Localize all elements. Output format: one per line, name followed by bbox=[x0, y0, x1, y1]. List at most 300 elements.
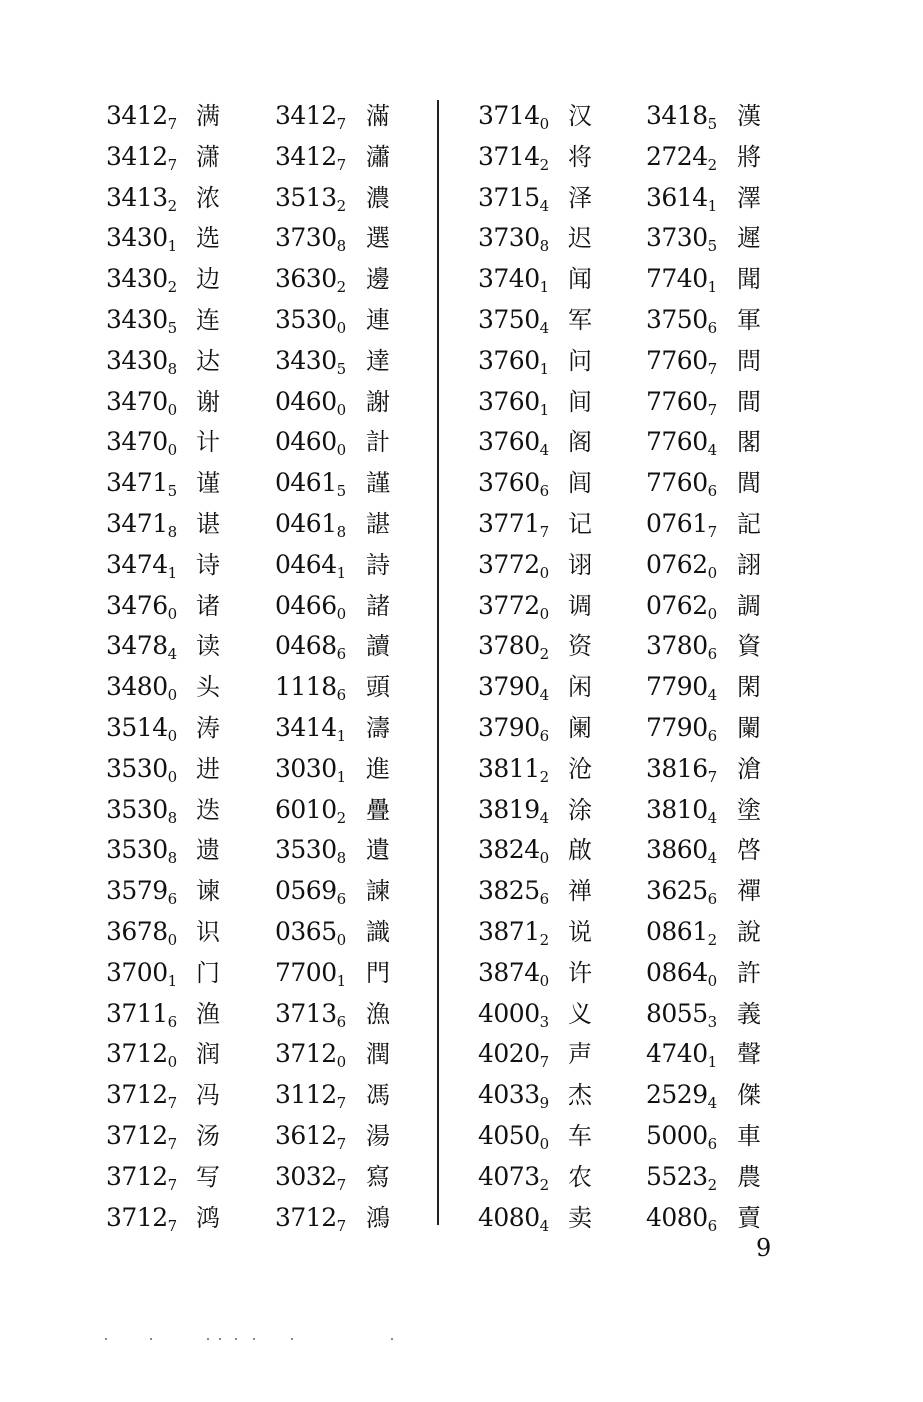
simplified-code bbox=[106, 586, 177, 626]
simplified-code-digits: 3712 bbox=[106, 1080, 168, 1110]
simplified-code-digits: 3760 bbox=[478, 386, 540, 416]
simplified-code-digits: 3730 bbox=[478, 223, 540, 253]
simplified-code-corner-digit: 4 bbox=[539, 441, 549, 460]
simplified-character: 谨 bbox=[196, 469, 220, 498]
table-row bbox=[0, 994, 923, 1035]
simplified-code-digits: 3474 bbox=[106, 549, 168, 579]
traditional-code-digits: 3712 bbox=[275, 1039, 337, 1069]
simplified-character: 许 bbox=[568, 958, 592, 987]
simplified-code bbox=[106, 463, 177, 503]
traditional-code-digits: 3530 bbox=[275, 835, 337, 865]
simplified-code-corner-digit: 1 bbox=[539, 359, 549, 378]
simplified-code bbox=[478, 1075, 549, 1115]
traditional-code-digits: 5523 bbox=[646, 1161, 708, 1191]
simplified-code-digits: 3772 bbox=[478, 590, 540, 620]
simplified-code-digits: 4073 bbox=[478, 1161, 540, 1191]
traditional-code bbox=[646, 830, 717, 870]
traditional-code bbox=[275, 830, 346, 870]
traditional-code-digits: 0762 bbox=[646, 549, 708, 579]
traditional-code-corner-digit: 8 bbox=[336, 849, 346, 868]
traditional-character: 門 bbox=[366, 958, 390, 987]
traditional-character: 詩 bbox=[366, 550, 390, 579]
simplified-code-digits: 4033 bbox=[478, 1080, 540, 1110]
table-row bbox=[0, 96, 923, 137]
simplified-code bbox=[106, 626, 177, 666]
traditional-character: 漢 bbox=[737, 102, 761, 130]
simplified-code-corner-digit: 0 bbox=[167, 767, 177, 786]
traditional-character: 滄 bbox=[737, 754, 761, 783]
traditional-code bbox=[275, 504, 346, 544]
traditional-code-corner-digit: 4 bbox=[707, 849, 717, 868]
simplified-character: 间 bbox=[568, 387, 592, 416]
simplified-code bbox=[106, 341, 177, 381]
traditional-code bbox=[275, 382, 346, 422]
simplified-character: 资 bbox=[568, 632, 592, 661]
simplified-character: 义 bbox=[568, 999, 592, 1028]
traditional-code-corner-digit: 4 bbox=[707, 1094, 717, 1113]
simplified-character: 进 bbox=[196, 754, 220, 783]
simplified-code bbox=[106, 830, 177, 870]
table-row bbox=[0, 463, 923, 504]
simplified-code-corner-digit: 0 bbox=[167, 441, 177, 460]
simplified-code bbox=[106, 545, 177, 585]
table-row bbox=[0, 382, 923, 423]
scan-specks bbox=[95, 1335, 405, 1343]
traditional-character: 諫 bbox=[366, 877, 390, 906]
simplified-code-corner-digit: 7 bbox=[167, 155, 177, 174]
traditional-code-digits: 0468 bbox=[275, 631, 337, 661]
traditional-code bbox=[646, 218, 717, 258]
simplified-code-digits: 3530 bbox=[106, 794, 168, 824]
traditional-code bbox=[646, 749, 717, 789]
traditional-code bbox=[646, 545, 717, 585]
traditional-code-digits: 0861 bbox=[646, 916, 708, 946]
traditional-code-digits: 3418 bbox=[646, 101, 708, 130]
traditional-code-digits: 3630 bbox=[275, 264, 337, 294]
traditional-code-corner-digit: 2 bbox=[707, 930, 717, 949]
page-number: 9 bbox=[756, 1234, 772, 1262]
traditional-character: 濤 bbox=[366, 713, 390, 742]
traditional-code-digits: 7760 bbox=[646, 427, 708, 457]
simplified-character: 潇 bbox=[196, 142, 220, 171]
traditional-code-corner-digit: 6 bbox=[707, 890, 717, 909]
simplified-character: 阁 bbox=[568, 428, 592, 457]
simplified-code-corner-digit: 1 bbox=[167, 971, 177, 990]
traditional-character: 問 bbox=[737, 346, 761, 375]
traditional-code-corner-digit: 2 bbox=[707, 155, 717, 174]
simplified-code-digits: 3825 bbox=[478, 876, 540, 906]
traditional-code bbox=[646, 504, 717, 544]
simplified-character: 计 bbox=[196, 428, 220, 457]
simplified-code bbox=[478, 586, 549, 626]
traditional-code-digits: 0864 bbox=[646, 957, 708, 987]
traditional-code bbox=[646, 1075, 717, 1115]
simplified-code-digits: 3760 bbox=[478, 427, 540, 457]
traditional-code-digits: 0461 bbox=[275, 508, 337, 538]
traditional-code-digits: 3430 bbox=[275, 345, 337, 375]
traditional-code-corner-digit: 6 bbox=[707, 1216, 717, 1235]
traditional-character: 湯 bbox=[366, 1121, 390, 1150]
traditional-code bbox=[275, 912, 346, 952]
traditional-code bbox=[275, 218, 346, 258]
simplified-code-corner-digit: 2 bbox=[539, 930, 549, 949]
simplified-character: 谢 bbox=[196, 387, 220, 416]
traditional-code bbox=[275, 1116, 346, 1156]
traditional-code bbox=[275, 790, 346, 830]
table-row bbox=[0, 790, 923, 831]
simplified-character: 农 bbox=[568, 1162, 592, 1191]
traditional-code bbox=[646, 790, 717, 830]
table-row bbox=[0, 1157, 923, 1198]
simplified-code bbox=[106, 96, 177, 136]
traditional-code-corner-digit: 0 bbox=[336, 441, 346, 460]
simplified-code-corner-digit: 0 bbox=[167, 930, 177, 949]
traditional-character: 農 bbox=[737, 1162, 761, 1191]
traditional-code-digits: 3412 bbox=[275, 141, 337, 171]
simplified-code-corner-digit: 2 bbox=[539, 767, 549, 786]
table-row bbox=[0, 259, 923, 300]
traditional-code-digits: 5000 bbox=[646, 1120, 708, 1150]
simplified-character: 渔 bbox=[196, 999, 220, 1028]
simplified-code-digits: 3430 bbox=[106, 304, 168, 334]
simplified-character: 记 bbox=[568, 509, 592, 538]
simplified-code bbox=[478, 218, 549, 258]
simplified-code-digits: 3790 bbox=[478, 712, 540, 742]
simplified-code bbox=[478, 1116, 549, 1156]
traditional-code-digits: 7790 bbox=[646, 712, 708, 742]
traditional-code-corner-digit: 1 bbox=[336, 767, 346, 786]
simplified-code-corner-digit: 1 bbox=[167, 237, 177, 256]
simplified-code-corner-digit: 8 bbox=[167, 522, 177, 541]
simplified-code bbox=[478, 1198, 549, 1238]
simplified-character: 门 bbox=[196, 958, 220, 987]
traditional-code-digits: 0464 bbox=[275, 549, 337, 579]
traditional-character: 選 bbox=[366, 224, 390, 253]
traditional-code bbox=[275, 953, 346, 993]
simplified-code-digits: 3711 bbox=[106, 998, 168, 1028]
simplified-code-digits: 3430 bbox=[106, 264, 168, 294]
simplified-character: 诩 bbox=[568, 550, 592, 579]
table-row bbox=[0, 1116, 923, 1157]
simplified-code bbox=[478, 708, 549, 748]
traditional-code bbox=[275, 994, 346, 1034]
simplified-code bbox=[106, 137, 177, 177]
simplified-code-corner-digit: 6 bbox=[539, 482, 549, 501]
simplified-code-digits: 3700 bbox=[106, 957, 168, 987]
simplified-character: 诸 bbox=[196, 591, 220, 620]
traditional-code-corner-digit: 7 bbox=[336, 1134, 346, 1153]
traditional-code bbox=[275, 300, 346, 340]
traditional-character: 鴻 bbox=[366, 1203, 390, 1232]
simplified-code-corner-digit: 7 bbox=[167, 115, 177, 133]
simplified-code-digits: 3780 bbox=[478, 631, 540, 661]
traditional-code bbox=[275, 749, 346, 789]
simplified-code-corner-digit: 8 bbox=[167, 808, 177, 827]
simplified-character: 润 bbox=[196, 1040, 220, 1069]
traditional-code bbox=[275, 422, 346, 462]
traditional-character: 軍 bbox=[737, 305, 761, 334]
simplified-code bbox=[106, 1157, 177, 1197]
simplified-code-corner-digit: 9 bbox=[539, 1094, 549, 1113]
simplified-character: 识 bbox=[196, 917, 220, 946]
simplified-character: 浓 bbox=[196, 183, 220, 212]
traditional-code-corner-digit: 7 bbox=[336, 155, 346, 174]
traditional-code-corner-digit: 1 bbox=[336, 726, 346, 745]
traditional-code-digits: 4080 bbox=[646, 1202, 708, 1232]
simplified-character: 谏 bbox=[196, 877, 220, 906]
simplified-code-corner-digit: 4 bbox=[539, 1216, 549, 1235]
traditional-character: 記 bbox=[737, 509, 761, 538]
simplified-code bbox=[106, 1075, 177, 1115]
simplified-code-corner-digit: 0 bbox=[539, 604, 549, 623]
traditional-code-digits: 3625 bbox=[646, 876, 708, 906]
simplified-code bbox=[478, 96, 549, 136]
simplified-code-corner-digit: 8 bbox=[167, 359, 177, 378]
simplified-code-corner-digit: 0 bbox=[539, 849, 549, 868]
simplified-code bbox=[478, 137, 549, 177]
simplified-character: 遗 bbox=[196, 836, 220, 865]
simplified-code-digits: 3760 bbox=[478, 468, 540, 498]
traditional-code-digits: 0569 bbox=[275, 876, 337, 906]
traditional-code-corner-digit: 6 bbox=[336, 645, 346, 664]
simplified-code-corner-digit: 1 bbox=[167, 563, 177, 582]
traditional-character: 遺 bbox=[366, 836, 390, 865]
simplified-character: 冯 bbox=[196, 1081, 220, 1110]
simplified-code-corner-digit: 4 bbox=[167, 645, 177, 664]
traditional-character: 漁 bbox=[366, 999, 390, 1028]
traditional-code-corner-digit: 8 bbox=[336, 237, 346, 256]
column-divider bbox=[437, 100, 439, 1225]
traditional-code bbox=[646, 341, 717, 381]
simplified-code-corner-digit: 7 bbox=[539, 1053, 549, 1072]
simplified-code bbox=[478, 749, 549, 789]
traditional-code-corner-digit: 6 bbox=[336, 686, 346, 705]
traditional-code bbox=[646, 667, 717, 707]
table-row bbox=[0, 341, 923, 382]
traditional-code-corner-digit: 0 bbox=[336, 318, 346, 337]
traditional-code-digits: 0461 bbox=[275, 468, 337, 498]
simplified-character: 读 bbox=[196, 632, 220, 661]
traditional-code bbox=[275, 259, 346, 299]
simplified-character: 汉 bbox=[568, 102, 592, 130]
traditional-code bbox=[646, 300, 717, 340]
simplified-character: 说 bbox=[568, 917, 592, 946]
traditional-code-corner-digit: 2 bbox=[336, 278, 346, 297]
traditional-code-corner-digit: 2 bbox=[336, 808, 346, 827]
simplified-code-digits: 3712 bbox=[106, 1202, 168, 1232]
traditional-code-corner-digit: 6 bbox=[336, 1012, 346, 1031]
traditional-code bbox=[275, 586, 346, 626]
traditional-code-digits: 3030 bbox=[275, 753, 337, 783]
simplified-character: 声 bbox=[568, 1040, 592, 1069]
simplified-character: 达 bbox=[196, 346, 220, 375]
traditional-code-digits: 0460 bbox=[275, 427, 337, 457]
simplified-code bbox=[106, 504, 177, 544]
traditional-character: 許 bbox=[737, 958, 761, 987]
traditional-code-digits: 3612 bbox=[275, 1120, 337, 1150]
traditional-character: 詡 bbox=[737, 550, 761, 579]
simplified-code-digits: 3470 bbox=[106, 427, 168, 457]
simplified-character: 闾 bbox=[568, 469, 592, 498]
traditional-code bbox=[275, 1198, 346, 1238]
traditional-code-corner-digit: 7 bbox=[707, 522, 717, 541]
simplified-character: 满 bbox=[196, 102, 220, 130]
simplified-code bbox=[478, 912, 549, 952]
traditional-code-digits: 0761 bbox=[646, 508, 708, 538]
traditional-code bbox=[275, 178, 346, 218]
traditional-character: 濃 bbox=[366, 183, 390, 212]
traditional-code-digits: 7760 bbox=[646, 386, 708, 416]
simplified-code bbox=[106, 708, 177, 748]
table-row bbox=[0, 1075, 923, 1116]
simplified-code-corner-digit: 2 bbox=[539, 645, 549, 664]
simplified-code bbox=[106, 871, 177, 911]
traditional-code-corner-digit: 4 bbox=[707, 808, 717, 827]
simplified-code-digits: 3430 bbox=[106, 223, 168, 253]
traditional-character: 閭 bbox=[737, 469, 761, 498]
simplified-code-corner-digit: 0 bbox=[539, 563, 549, 582]
traditional-code bbox=[646, 586, 717, 626]
simplified-code-digits: 4020 bbox=[478, 1039, 540, 1069]
traditional-code-digits: 3530 bbox=[275, 304, 337, 334]
traditional-code-corner-digit: 7 bbox=[707, 767, 717, 786]
traditional-code-corner-digit: 1 bbox=[336, 563, 346, 582]
simplified-code-digits: 3740 bbox=[478, 264, 540, 294]
simplified-code-digits: 3715 bbox=[478, 182, 540, 212]
traditional-character: 諸 bbox=[366, 591, 390, 620]
simplified-code-digits: 3714 bbox=[478, 141, 540, 171]
simplified-code-digits: 3471 bbox=[106, 468, 168, 498]
traditional-code-corner-digit: 7 bbox=[336, 1216, 346, 1235]
traditional-character: 計 bbox=[366, 428, 390, 457]
traditional-code-digits: 3750 bbox=[646, 304, 708, 334]
traditional-code-digits: 0460 bbox=[275, 386, 337, 416]
traditional-code bbox=[646, 1157, 717, 1197]
traditional-code bbox=[646, 137, 717, 177]
simplified-character: 写 bbox=[196, 1162, 220, 1191]
traditional-code bbox=[646, 626, 717, 666]
traditional-code-digits: 3513 bbox=[275, 182, 337, 212]
simplified-code-corner-digit: 8 bbox=[167, 849, 177, 868]
traditional-code bbox=[646, 96, 717, 136]
simplified-character: 迭 bbox=[196, 795, 220, 824]
traditional-code-corner-digit: 6 bbox=[336, 890, 346, 909]
simplified-code-digits: 3579 bbox=[106, 876, 168, 906]
traditional-code-corner-digit: 1 bbox=[707, 278, 717, 297]
traditional-code-digits: 2529 bbox=[646, 1080, 708, 1110]
traditional-code bbox=[646, 1198, 717, 1238]
traditional-character: 頭 bbox=[366, 673, 390, 702]
traditional-character: 聲 bbox=[737, 1040, 761, 1069]
traditional-code bbox=[275, 1034, 346, 1074]
simplified-code-digits: 4050 bbox=[478, 1120, 540, 1150]
traditional-code-corner-digit: 6 bbox=[707, 645, 717, 664]
traditional-character: 寫 bbox=[366, 1162, 390, 1191]
traditional-character: 閑 bbox=[737, 673, 761, 702]
table-row bbox=[0, 137, 923, 178]
traditional-character: 聞 bbox=[737, 265, 761, 294]
simplified-code bbox=[478, 504, 549, 544]
simplified-code-digits: 3478 bbox=[106, 631, 168, 661]
traditional-character: 馮 bbox=[366, 1081, 390, 1110]
table-row bbox=[0, 178, 923, 219]
traditional-code-corner-digit: 5 bbox=[707, 237, 717, 256]
simplified-code-digits: 4080 bbox=[478, 1202, 540, 1232]
simplified-code-corner-digit: 0 bbox=[539, 1134, 549, 1153]
traditional-code-digits: 3730 bbox=[646, 223, 708, 253]
traditional-character: 傑 bbox=[737, 1081, 761, 1110]
simplified-code-digits: 3871 bbox=[478, 916, 540, 946]
simplified-code bbox=[478, 259, 549, 299]
traditional-code bbox=[275, 545, 346, 585]
traditional-code-digits: 3614 bbox=[646, 182, 708, 212]
table-row bbox=[0, 1034, 923, 1075]
simplified-code-corner-digit: 2 bbox=[539, 155, 549, 174]
traditional-code-digits: 7760 bbox=[646, 345, 708, 375]
table-row bbox=[0, 667, 923, 708]
simplified-code bbox=[478, 790, 549, 830]
traditional-code bbox=[275, 667, 346, 707]
traditional-code bbox=[646, 912, 717, 952]
traditional-code bbox=[646, 382, 717, 422]
traditional-code bbox=[275, 463, 346, 503]
simplified-code-digits: 3530 bbox=[106, 835, 168, 865]
simplified-character: 军 bbox=[568, 305, 592, 334]
simplified-code-corner-digit: 0 bbox=[539, 971, 549, 990]
simplified-code bbox=[106, 790, 177, 830]
simplified-code-digits: 3771 bbox=[478, 508, 540, 538]
simplified-code bbox=[106, 1034, 177, 1074]
table-row bbox=[0, 218, 923, 259]
simplified-character: 卖 bbox=[568, 1203, 592, 1232]
traditional-code bbox=[646, 953, 717, 993]
simplified-code bbox=[478, 953, 549, 993]
traditional-code-corner-digit: 0 bbox=[336, 1053, 346, 1072]
table-row bbox=[0, 586, 923, 627]
traditional-code-digits: 3780 bbox=[646, 631, 708, 661]
traditional-code-corner-digit: 5 bbox=[707, 115, 717, 133]
traditional-code-digits: 6010 bbox=[275, 794, 337, 824]
traditional-code-corner-digit: 6 bbox=[707, 482, 717, 501]
traditional-character: 義 bbox=[737, 999, 761, 1028]
simplified-code bbox=[106, 994, 177, 1034]
traditional-character: 謹 bbox=[366, 469, 390, 498]
traditional-character: 潤 bbox=[366, 1040, 390, 1069]
simplified-code bbox=[106, 382, 177, 422]
simplified-code-digits: 3476 bbox=[106, 590, 168, 620]
simplified-code-corner-digit: 7 bbox=[167, 1175, 177, 1194]
traditional-character: 賣 bbox=[737, 1203, 761, 1232]
traditional-character: 禪 bbox=[737, 877, 761, 906]
traditional-character: 說 bbox=[737, 917, 761, 946]
simplified-code bbox=[478, 300, 549, 340]
traditional-code-corner-digit: 0 bbox=[336, 604, 346, 623]
simplified-code bbox=[106, 667, 177, 707]
traditional-code-corner-digit: 7 bbox=[336, 1094, 346, 1113]
simplified-character: 诗 bbox=[196, 550, 220, 579]
simplified-code-digits: 3714 bbox=[478, 101, 540, 130]
traditional-code-digits: 3810 bbox=[646, 794, 708, 824]
traditional-code-digits: 4740 bbox=[646, 1039, 708, 1069]
simplified-code-digits: 3824 bbox=[478, 835, 540, 865]
traditional-character: 遲 bbox=[737, 224, 761, 253]
traditional-code bbox=[275, 96, 346, 136]
traditional-code-corner-digit: 0 bbox=[336, 400, 346, 419]
traditional-code-digits: 7740 bbox=[646, 264, 708, 294]
simplified-code-corner-digit: 6 bbox=[539, 726, 549, 745]
simplified-character: 迟 bbox=[568, 224, 592, 253]
traditional-code-corner-digit: 7 bbox=[707, 359, 717, 378]
